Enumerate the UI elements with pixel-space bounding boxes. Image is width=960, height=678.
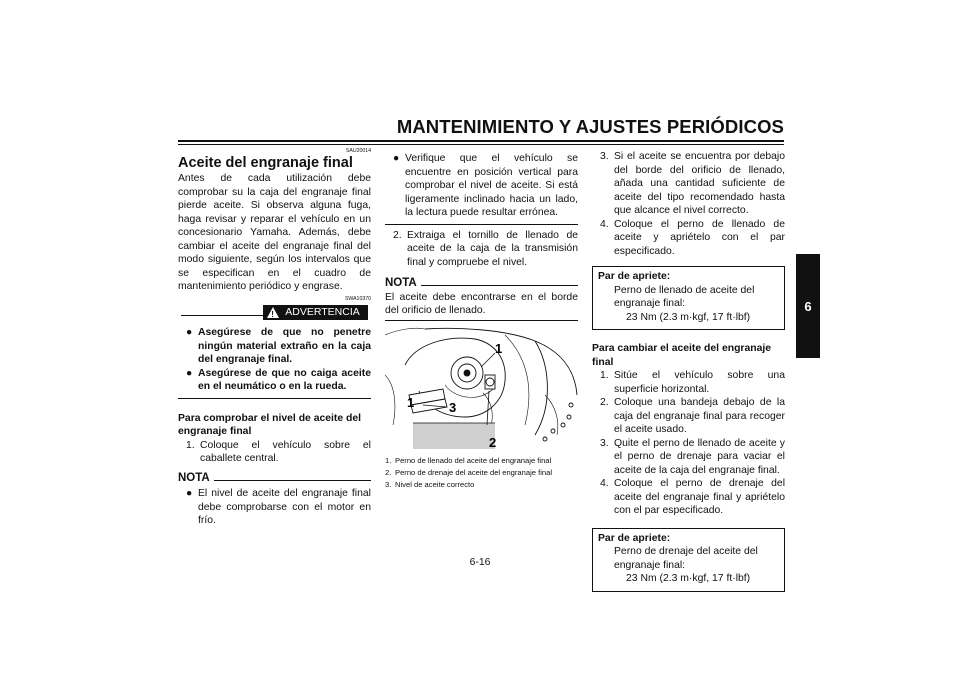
nota-end-rule	[385, 224, 578, 225]
step-item: 4. Coloque el perno de drenaje del aceite del engranaje final y apriételo con el par especificado.	[600, 478, 785, 516]
warning-end-rule	[178, 398, 371, 399]
bullet-icon: ●	[393, 153, 400, 164]
intro-paragraph: Antes de cada utilización debe comprobar su la caja del engranaje final pierde aceite. Si observa alguna fuga, haga revisar y reparar el vehículo en un concesionario Yamaha. Además, debe cambiar el aceite del engranaje final del modo siguiente, según los intervalos que se especifican en el cuadro de mantenimiento periódico y engrase.	[178, 173, 371, 292]
bullet-icon: ●	[186, 367, 193, 379]
callout-2: 2	[489, 434, 497, 450]
callout-1-left: 1	[407, 394, 415, 410]
warning-badge	[263, 305, 368, 321]
column-left	[178, 148, 371, 528]
subheading-change: Para cambiar el aceite del engranaje final	[592, 343, 772, 368]
figure-captions	[385, 456, 578, 489]
header-rule-thin	[178, 144, 784, 145]
bullet-icon: ●	[186, 488, 193, 500]
step-item: 1. Coloque el vehículo sobre el caballete central.	[186, 439, 371, 465]
warning-triangle-icon: !	[267, 307, 279, 318]
warning-item: ● Asegúrese de que no penetre ningún material extraño en la caja del engranaje final.	[186, 327, 371, 366]
warning-item: ● Asegúrese de que no caiga aceite en el neumático o en la rueda.	[186, 367, 371, 393]
caption-item: 3. Nivel de aceite correcto	[385, 479, 475, 489]
section-heading: Aceite del engranaje final	[178, 155, 353, 171]
bullet-icon: ●	[186, 327, 193, 339]
chapter-tab: 6	[796, 254, 820, 358]
warning-label: ADVERTENCIA	[285, 305, 360, 318]
nota-header: NOTA	[178, 472, 371, 486]
nota-text: El aceite debe encontrarse en el borde del orificio de llenado.	[385, 291, 578, 316]
page-title: MANTENIMIENTO Y AJUSTES PERIÓDICOS	[396, 116, 784, 137]
column-middle	[385, 148, 578, 489]
step-item: 2. Coloque una bandeja debajo de la caja del engranaje final para recoger el aceite usado.	[600, 397, 785, 435]
step-item: 4. Coloque el perno de llenado de aceite y apriételo con el par especificado.	[600, 218, 785, 257]
step-item: 3. Quite el perno de llenado de aceite y el perno de drenaje para vaciar el aceite de la caja del engranaje final.	[600, 437, 785, 476]
callout-1-top: 1	[495, 340, 503, 356]
warning-list	[178, 326, 371, 394]
torque-box-drain-bolt: Par de apriete: Perno de drenaje del aceite del engranaje final: 23 Nm (2.3 m·kgf, 17 ft·lbf)	[592, 528, 785, 592]
warning-code: SWA10370	[344, 295, 371, 302]
step-item: 1. Sitúe el vehículo sobre una superficie horizontal.	[600, 370, 785, 395]
subheading-check: Para comprobar el nivel de aceite del engranaje final	[178, 412, 362, 438]
section-code: SAU20014	[345, 148, 371, 154]
warning-block	[178, 305, 371, 323]
step-item: 2. Extraiga el tornillo de llenado de aceite de la caja de la transmisión final y compruebe el nivel.	[393, 229, 578, 268]
nota-header: NOTA	[385, 277, 578, 291]
caption-item: 2. Perno de drenaje del aceite del engranaje final	[385, 467, 553, 477]
step-item: 3. Si el aceite se encuentra por debajo del borde del orificio de llenado, añada una cantidad suficiente de aceite del tipo recomendado hasta que alcance el nivel correcto.	[600, 151, 785, 216]
header-rule	[178, 140, 784, 142]
nota-item: ● El nivel de aceite del engranaje final debe comprobarse con el motor en frío.	[186, 488, 371, 527]
torque-box-fill-bolt: Par de apriete: Perno de llenado de aceite del engranaje final: 23 Nm (2.3 m·kgf, 17 ft·lbf)	[592, 266, 785, 330]
warning-rule-left	[181, 315, 263, 316]
callout-3: 3	[449, 399, 457, 415]
page-number: 6-16	[469, 557, 491, 568]
nota-bullet: ● Verifique que el vehículo se encuentre en posición vertical para comprobar el nivel de aceite. Si está ligeramente inclinado hacia un lado, la lectura puede resultar errónea.	[393, 153, 578, 218]
final-gear-illustration	[385, 325, 578, 453]
nota-end-rule	[385, 320, 578, 321]
column-right	[592, 150, 785, 592]
figure-final-gear	[385, 325, 578, 453]
caption-item: 1. Perno de llenado del aceite del engranaje final	[385, 455, 552, 465]
